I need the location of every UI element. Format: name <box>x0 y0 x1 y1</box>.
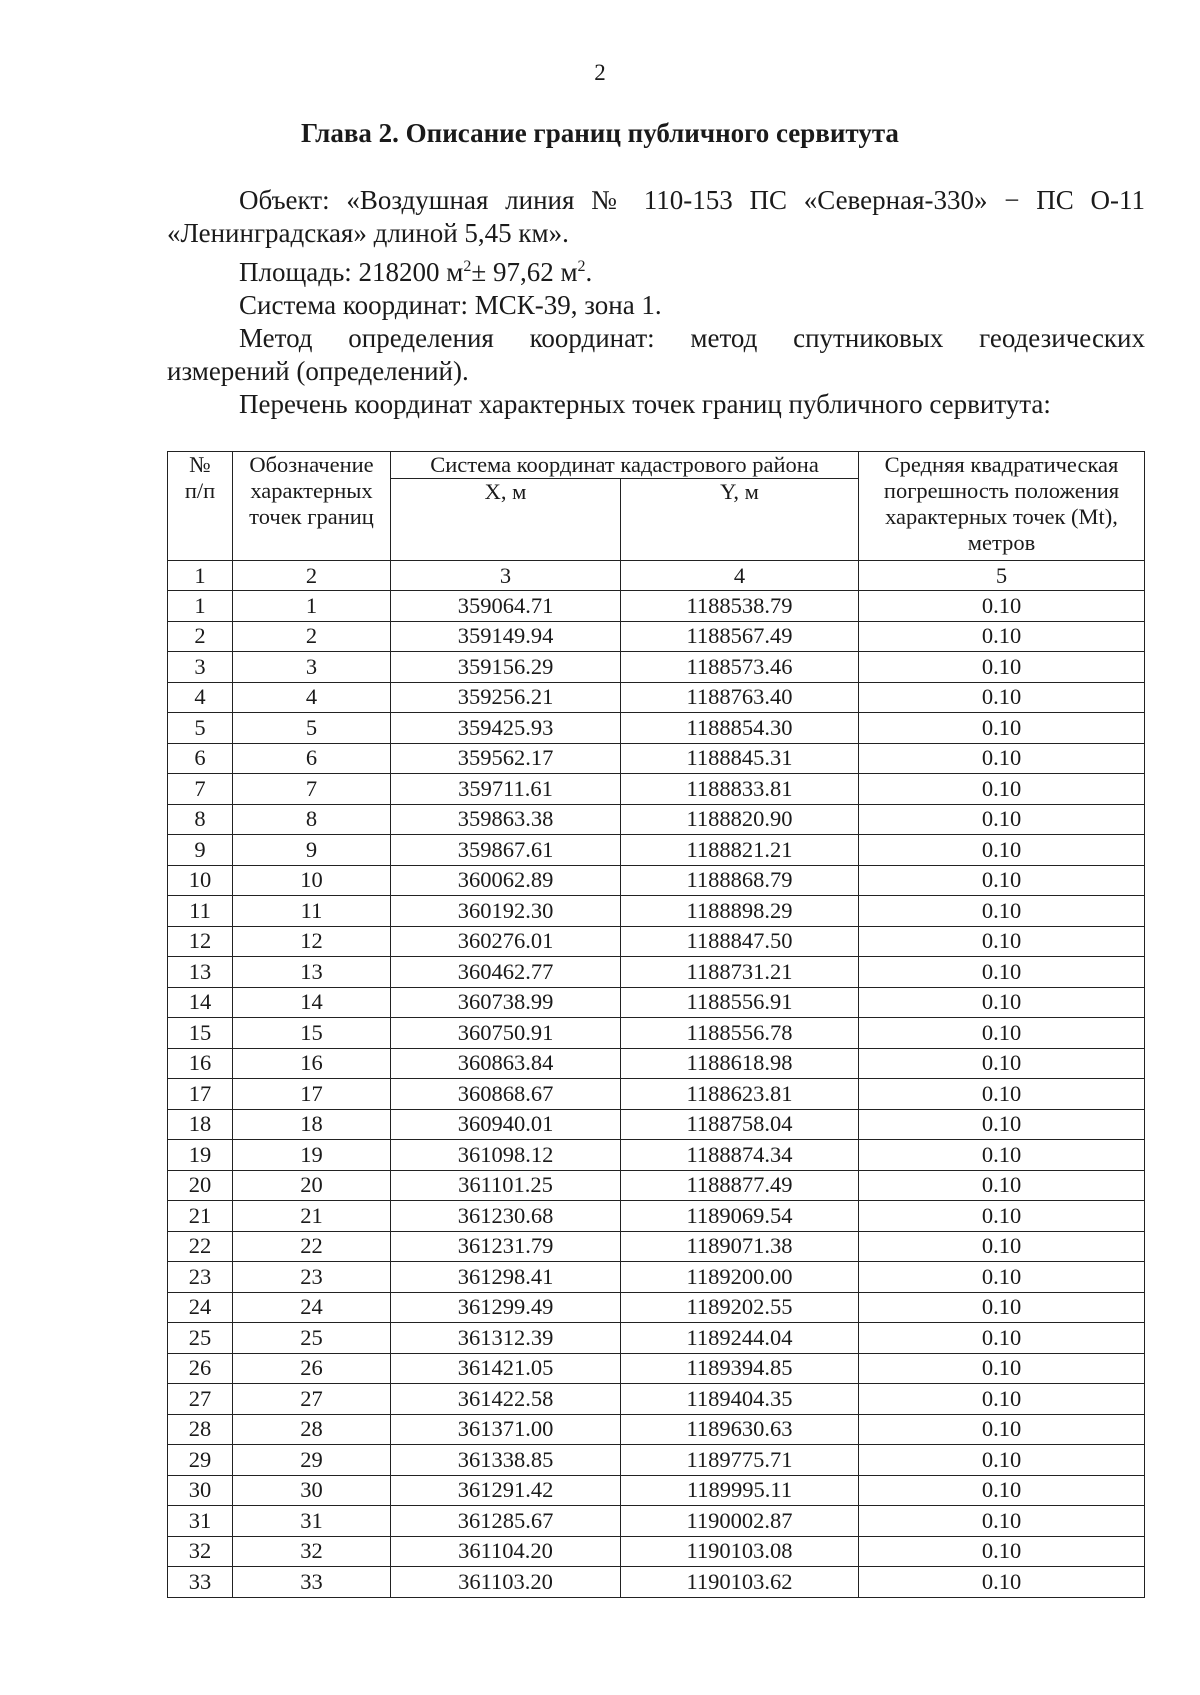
cell-error: 0.10 <box>859 1475 1145 1506</box>
cell-designation: 3 <box>233 652 391 683</box>
table-row <box>168 1292 1145 1323</box>
cell-x: 361230.68 <box>391 1201 621 1232</box>
column-number-row <box>168 561 1145 591</box>
table-row <box>168 1262 1145 1293</box>
cell-x: 360868.67 <box>391 1079 621 1110</box>
cell-point-number: 22 <box>168 1231 233 1262</box>
cell-designation: 28 <box>233 1414 391 1445</box>
cell-y: 1188874.34 <box>621 1140 859 1171</box>
cell-error: 0.10 <box>859 652 1145 683</box>
header-y: Y, м <box>621 479 859 561</box>
coord-system-line: Система координат: МСК-39, зона 1. <box>239 290 662 320</box>
cell-y: 1188763.40 <box>621 682 859 713</box>
cell-point-number: 23 <box>168 1262 233 1293</box>
table-row <box>168 682 1145 713</box>
table-body <box>168 561 1145 1598</box>
cell-point-number: 4 <box>168 682 233 713</box>
list-heading: Перечень координат характерных точек границ публичного сервитута: <box>239 389 1051 419</box>
cell-error: 0.10 <box>859 1445 1145 1476</box>
cell-x: 360462.77 <box>391 957 621 988</box>
cell-point-number: 13 <box>168 957 233 988</box>
cell-error: 0.10 <box>859 1140 1145 1171</box>
cell-error: 0.10 <box>859 987 1145 1018</box>
cell-y: 1188731.21 <box>621 957 859 988</box>
table-row <box>168 1323 1145 1354</box>
cell-y: 1188556.91 <box>621 987 859 1018</box>
cell-y: 1189404.35 <box>621 1384 859 1415</box>
cell-error: 0.10 <box>859 926 1145 957</box>
cell-point-number: 19 <box>168 1140 233 1171</box>
table-row <box>168 1079 1145 1110</box>
cell-x: 359425.93 <box>391 713 621 744</box>
cell-designation: 16 <box>233 1048 391 1079</box>
table-row <box>168 1506 1145 1537</box>
table-row <box>168 652 1145 683</box>
table-row <box>168 1140 1145 1171</box>
cell-x: 359156.29 <box>391 652 621 683</box>
cell-designation: 33 <box>233 1567 391 1598</box>
cell-y: 1188758.04 <box>621 1109 859 1140</box>
table-row <box>168 1353 1145 1384</box>
cell-x: 360863.84 <box>391 1048 621 1079</box>
area-suffix: . <box>585 257 593 287</box>
cell-y: 1189630.63 <box>621 1414 859 1445</box>
cell-designation: 21 <box>233 1201 391 1232</box>
table-row <box>168 926 1145 957</box>
cell-y: 1188868.79 <box>621 865 859 896</box>
table-row <box>168 1384 1145 1415</box>
cell-y: 1188820.90 <box>621 804 859 835</box>
cell-error: 0.10 <box>859 1231 1145 1262</box>
cell-y: 1189244.04 <box>621 1323 859 1354</box>
cell-designation: 29 <box>233 1445 391 1476</box>
cell-point-number: 28 <box>168 1414 233 1445</box>
table-row <box>168 1567 1145 1598</box>
cell-x: 361291.42 <box>391 1475 621 1506</box>
cell-error: 0.10 <box>859 1536 1145 1567</box>
cell-error: 0.10 <box>859 1018 1145 1049</box>
area-superscript-1: 2 <box>463 258 472 275</box>
table-row <box>168 743 1145 774</box>
cell-designation: 2 <box>233 621 391 652</box>
cell-y: 1190002.87 <box>621 1506 859 1537</box>
table-row <box>168 1018 1145 1049</box>
cell-y: 1189394.85 <box>621 1353 859 1384</box>
cell-error: 0.10 <box>859 1201 1145 1232</box>
cell-x: 360738.99 <box>391 987 621 1018</box>
cell-y: 1188821.21 <box>621 835 859 866</box>
area-superscript-2: 2 <box>577 258 586 275</box>
cell-point-number: 33 <box>168 1567 233 1598</box>
cell-x: 361098.12 <box>391 1140 621 1171</box>
cell-y: 1189775.71 <box>621 1445 859 1476</box>
page-number: 2 <box>594 60 606 85</box>
cell-point-number: 2 <box>168 621 233 652</box>
cell-designation: 14 <box>233 987 391 1018</box>
cell-designation: 5 <box>233 713 391 744</box>
table-row <box>168 621 1145 652</box>
table-row <box>168 774 1145 805</box>
cell-y: 1188898.29 <box>621 896 859 927</box>
cell-x: 361338.85 <box>391 1445 621 1476</box>
cell-x: 360062.89 <box>391 865 621 896</box>
cell-x: 359711.61 <box>391 774 621 805</box>
cell-error: 0.10 <box>859 804 1145 835</box>
cell-y: 1188877.49 <box>621 1170 859 1201</box>
cell-x: 361101.25 <box>391 1170 621 1201</box>
cell-x: 360940.01 <box>391 1109 621 1140</box>
cell-designation: 4 <box>233 682 391 713</box>
cell-error: 0.10 <box>859 1109 1145 1140</box>
cell-y: 1188567.49 <box>621 621 859 652</box>
cell-designation: 31 <box>233 1506 391 1537</box>
cell-point-number: 26 <box>168 1353 233 1384</box>
cell-x: 361421.05 <box>391 1353 621 1384</box>
cell-y: 1189069.54 <box>621 1201 859 1232</box>
cell-error: 0.10 <box>859 713 1145 744</box>
cell-x: 360192.30 <box>391 896 621 927</box>
chapter-title: Глава 2. Описание границ публичного сервитута <box>301 118 899 148</box>
table-row <box>168 1109 1145 1140</box>
cell-designation: 24 <box>233 1292 391 1323</box>
cell-x: 361422.58 <box>391 1384 621 1415</box>
cell-point-number: 8 <box>168 804 233 835</box>
cell-point-number: 14 <box>168 987 233 1018</box>
area-line <box>167 250 1145 289</box>
cell-y: 1188833.81 <box>621 774 859 805</box>
table-row <box>168 1231 1145 1262</box>
cell-x: 361312.39 <box>391 1323 621 1354</box>
cell-error: 0.10 <box>859 1506 1145 1537</box>
cell-x: 361285.67 <box>391 1506 621 1537</box>
cell-y: 1188854.30 <box>621 713 859 744</box>
column-number: 4 <box>621 561 859 591</box>
column-number: 1 <box>168 561 233 591</box>
cell-designation: 19 <box>233 1140 391 1171</box>
cell-designation: 18 <box>233 1109 391 1140</box>
cell-point-number: 25 <box>168 1323 233 1354</box>
table-row <box>168 1536 1145 1567</box>
table-row <box>168 713 1145 744</box>
cell-error: 0.10 <box>859 957 1145 988</box>
cell-x: 361104.20 <box>391 1536 621 1567</box>
area-prefix: Площадь: 218200 м <box>239 257 464 287</box>
table-row <box>168 1170 1145 1201</box>
cell-point-number: 6 <box>168 743 233 774</box>
cell-designation: 25 <box>233 1323 391 1354</box>
cell-x: 361298.41 <box>391 1262 621 1293</box>
cell-y: 1188573.46 <box>621 652 859 683</box>
cell-designation: 30 <box>233 1475 391 1506</box>
cell-point-number: 7 <box>168 774 233 805</box>
cell-y: 1188845.31 <box>621 743 859 774</box>
cell-error: 0.10 <box>859 865 1145 896</box>
cell-error: 0.10 <box>859 1170 1145 1201</box>
cell-y: 1190103.62 <box>621 1567 859 1598</box>
cell-error: 0.10 <box>859 591 1145 622</box>
cell-point-number: 30 <box>168 1475 233 1506</box>
cell-x: 361103.20 <box>391 1567 621 1598</box>
cell-error: 0.10 <box>859 1323 1145 1354</box>
cell-error: 0.10 <box>859 1262 1145 1293</box>
cell-point-number: 1 <box>168 591 233 622</box>
header-x: X, м <box>391 479 621 561</box>
table-row <box>168 987 1145 1018</box>
cell-point-number: 21 <box>168 1201 233 1232</box>
cell-point-number: 16 <box>168 1048 233 1079</box>
table-row <box>168 1048 1145 1079</box>
cell-point-number: 11 <box>168 896 233 927</box>
method-line-2: измерений (определений). <box>167 356 469 386</box>
cell-y: 1189071.38 <box>621 1231 859 1262</box>
cell-error: 0.10 <box>859 1079 1145 1110</box>
cell-y: 1189200.00 <box>621 1262 859 1293</box>
cell-y: 1188538.79 <box>621 591 859 622</box>
cell-designation: 27 <box>233 1384 391 1415</box>
header-designation: Обозначение характерных точек границ <box>233 452 391 561</box>
area-mid: ± 97,62 м <box>471 257 578 287</box>
cell-y: 1188847.50 <box>621 926 859 957</box>
cell-error: 0.10 <box>859 743 1145 774</box>
cell-y: 1190103.08 <box>621 1536 859 1567</box>
table-row <box>168 865 1145 896</box>
cell-designation: 17 <box>233 1079 391 1110</box>
cell-x: 359562.17 <box>391 743 621 774</box>
header-error: Средняя квадратическая погрешность положения характерных точек (Mt), метров <box>859 452 1145 561</box>
cell-error: 0.10 <box>859 682 1145 713</box>
cell-error: 0.10 <box>859 896 1145 927</box>
cell-designation: 23 <box>233 1262 391 1293</box>
cell-x: 361231.79 <box>391 1231 621 1262</box>
cell-point-number: 15 <box>168 1018 233 1049</box>
cell-y: 1188618.98 <box>621 1048 859 1079</box>
cell-point-number: 24 <box>168 1292 233 1323</box>
cell-designation: 22 <box>233 1231 391 1262</box>
cell-designation: 11 <box>233 896 391 927</box>
cell-x: 359867.61 <box>391 835 621 866</box>
cell-error: 0.10 <box>859 774 1145 805</box>
header-coordinate-system: Система координат кадастрового района <box>391 452 859 479</box>
cell-point-number: 9 <box>168 835 233 866</box>
cell-designation: 10 <box>233 865 391 896</box>
cell-y: 1188556.78 <box>621 1018 859 1049</box>
cell-y: 1189202.55 <box>621 1292 859 1323</box>
cell-designation: 8 <box>233 804 391 835</box>
column-number: 2 <box>233 561 391 591</box>
table-row <box>168 804 1145 835</box>
cell-x: 359863.38 <box>391 804 621 835</box>
cell-error: 0.10 <box>859 835 1145 866</box>
cell-point-number: 12 <box>168 926 233 957</box>
cell-point-number: 18 <box>168 1109 233 1140</box>
cell-y: 1188623.81 <box>621 1079 859 1110</box>
cell-x: 360276.01 <box>391 926 621 957</box>
column-number: 5 <box>859 561 1145 591</box>
cell-error: 0.10 <box>859 1384 1145 1415</box>
table-row <box>168 1201 1145 1232</box>
cell-x: 361299.49 <box>391 1292 621 1323</box>
cell-y: 1189995.11 <box>621 1475 859 1506</box>
object-line-2: «Ленинградская» длиной 5,45 км». <box>167 218 569 248</box>
cell-designation: 20 <box>233 1170 391 1201</box>
cell-point-number: 31 <box>168 1506 233 1537</box>
table-row <box>168 591 1145 622</box>
table-row <box>168 896 1145 927</box>
document-intro <box>167 184 1145 421</box>
cell-x: 361371.00 <box>391 1414 621 1445</box>
method-line-1: Метод определения координат: метод спутниковых геодезических <box>239 323 1145 353</box>
cell-point-number: 3 <box>168 652 233 683</box>
cell-error: 0.10 <box>859 1353 1145 1384</box>
cell-point-number: 17 <box>168 1079 233 1110</box>
cell-point-number: 5 <box>168 713 233 744</box>
table-row <box>168 1475 1145 1506</box>
cell-point-number: 27 <box>168 1384 233 1415</box>
header-num: № п/п <box>168 452 233 561</box>
table-row <box>168 957 1145 988</box>
cell-point-number: 10 <box>168 865 233 896</box>
cell-point-number: 32 <box>168 1536 233 1567</box>
cell-x: 359256.21 <box>391 682 621 713</box>
cell-x: 359149.94 <box>391 621 621 652</box>
table-row <box>168 1445 1145 1476</box>
cell-designation: 6 <box>233 743 391 774</box>
column-number: 3 <box>391 561 621 591</box>
table-row <box>168 835 1145 866</box>
cell-designation: 9 <box>233 835 391 866</box>
cell-designation: 15 <box>233 1018 391 1049</box>
cell-x: 359064.71 <box>391 591 621 622</box>
cell-designation: 12 <box>233 926 391 957</box>
cell-designation: 32 <box>233 1536 391 1567</box>
table-row <box>168 1414 1145 1445</box>
cell-designation: 26 <box>233 1353 391 1384</box>
cell-error: 0.10 <box>859 621 1145 652</box>
object-line-1: Объект: «Воздушная линия № 110-153 ПС «Северная-330» − ПС О-11 <box>239 185 1145 215</box>
cell-point-number: 29 <box>168 1445 233 1476</box>
cell-error: 0.10 <box>859 1048 1145 1079</box>
cell-error: 0.10 <box>859 1292 1145 1323</box>
cell-point-number: 20 <box>168 1170 233 1201</box>
cell-x: 360750.91 <box>391 1018 621 1049</box>
cell-designation: 1 <box>233 591 391 622</box>
cell-designation: 13 <box>233 957 391 988</box>
cell-error: 0.10 <box>859 1414 1145 1445</box>
cell-error: 0.10 <box>859 1567 1145 1598</box>
coordinates-table <box>167 451 1145 1598</box>
cell-designation: 7 <box>233 774 391 805</box>
